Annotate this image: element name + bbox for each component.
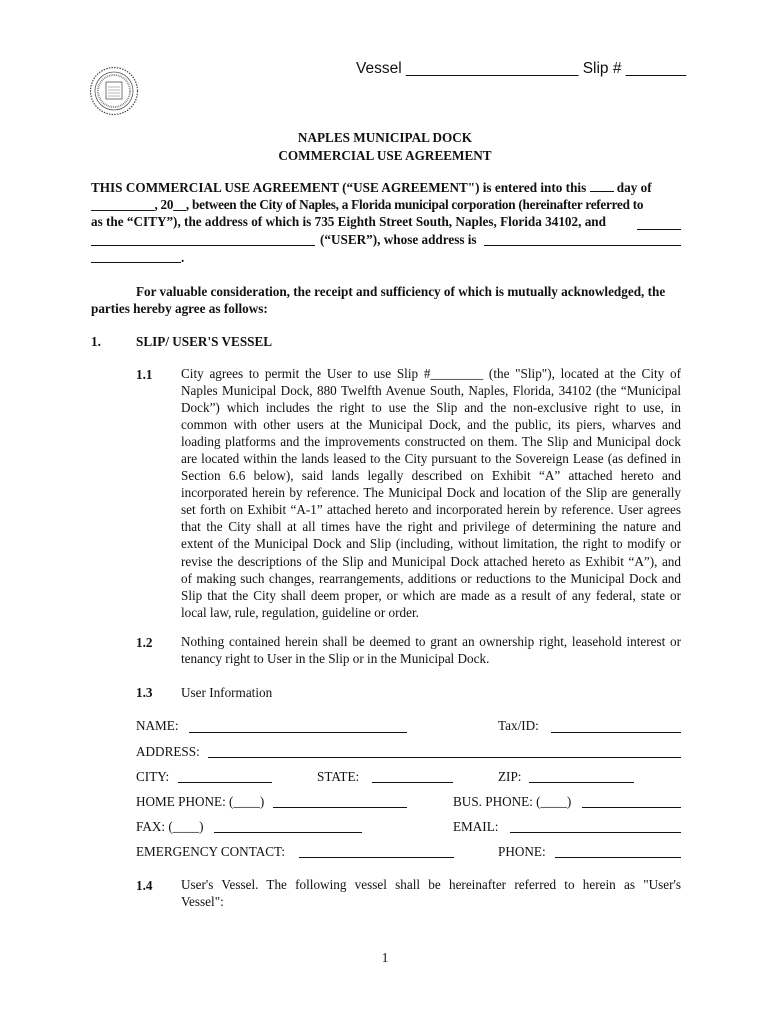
s1-1-line: extent of the Municipal Dock and Slip (including, without limitation, the right to modify or xyxy=(181,536,681,552)
section-1-3-number: 1.3 xyxy=(136,685,153,700)
section-1-1-number: 1.1 xyxy=(136,367,153,382)
s1-2-line: Nothing contained herein shall be deemed to grant an ownership right, leasehold interest or xyxy=(181,634,681,649)
name-label: NAME: xyxy=(136,718,179,733)
phone-field[interactable] xyxy=(555,857,681,858)
s1-1-line: Section 6.6 below), said lands legally described on Exhibit “A” attached hereto and xyxy=(181,468,681,484)
section-1-4-number: 1.4 xyxy=(136,878,153,893)
s1-1-line: incorporated herein by reference. The Municipal Dock and location of the Slip are generally xyxy=(181,485,681,501)
s1-4-line: Vessel": xyxy=(181,894,224,910)
email-label: EMAIL: xyxy=(453,819,499,834)
intro-line-3 xyxy=(91,214,606,230)
email-field[interactable] xyxy=(510,832,681,833)
intro-line-2: __________, 20__, between the City of Naples, a Florida municipal corporation (hereinafter referred to xyxy=(91,197,644,212)
title-line-1: NAPLES MUNICIPAL DOCK xyxy=(297,130,473,145)
section-1-2-number: 1.2 xyxy=(136,635,153,650)
tax-id-label: Tax/ID: xyxy=(498,718,539,733)
phone-label: PHONE: xyxy=(498,844,546,859)
s1-1-line: revise the descriptions of the Slip and Municipal Dock attached hereto as Exhibit “A”), and xyxy=(181,553,681,569)
state-label: STATE: xyxy=(317,769,360,784)
intro-day-of: day of xyxy=(616,180,652,195)
emergency-contact-field[interactable] xyxy=(299,857,454,858)
bus-phone-label: BUS. PHONE: (____) xyxy=(453,794,572,809)
s1-1-line: of making such changes, rearrangements, additions or reductions to the Municipal Dock and xyxy=(181,570,681,586)
s1-4-line: User's Vessel. The following vessel shall be hereinafter referred to herein as "User's xyxy=(181,877,681,892)
intro-line-5: . xyxy=(181,250,185,265)
s1-1-line: loading platforms and the improvements constructed on them. The Slip and Municipal dock xyxy=(181,434,681,450)
address-label: ADDRESS: xyxy=(136,744,200,759)
section-1-number: 1. xyxy=(91,334,101,349)
tax-id-field[interactable] xyxy=(551,732,681,733)
bus-phone-field[interactable] xyxy=(582,807,681,808)
page-number: 1 xyxy=(381,950,389,965)
home-phone-field[interactable] xyxy=(273,807,407,808)
intro-line-3-text: as the “CITY”), the address of which is 735 Eighth Street South, Naples, Florida 34102, and xyxy=(91,214,606,229)
s1-1-line: are located within the lands leased to the City pursuant to the Sovereign Lease (as defined in xyxy=(181,451,681,467)
zip-field[interactable] xyxy=(529,782,634,783)
consideration-line-2: parties hereby agree as follows: xyxy=(91,301,268,316)
s1-1-line: Slip that the City shall deem proper, or which are made as a result of any federal, state or xyxy=(181,587,681,603)
vessel-slip-header: Vessel ____________________ Slip # _______ xyxy=(356,60,687,77)
address-field[interactable] xyxy=(208,757,681,758)
section-1-3-title: User Information xyxy=(181,685,273,700)
emergency-contact-label: EMERGENCY CONTACT: xyxy=(136,844,286,859)
s1-1-line: Naples Municipal Dock, 880 Twelfth Avenue South, Naples, Florida, 34102 (the “Municipal xyxy=(181,383,681,399)
section-1-2-body xyxy=(181,633,681,667)
s1-1-line: Dock”) which includes the right to use the Slip and the non-exclusive right to use, in xyxy=(181,400,681,416)
s1-1-line: City agrees to permit the User to use Slip #________ (the "Slip"), located at the City of xyxy=(181,366,681,381)
intro-line-1-text: THIS COMMERCIAL USE AGREEMENT (“USE AGREEMENT") is entered into this xyxy=(91,180,587,195)
name-field[interactable] xyxy=(189,732,407,733)
city-seal-icon xyxy=(89,66,139,116)
consideration-line-1: For valuable consideration, the receipt and sufficiency of which is mutually acknowledged, the xyxy=(136,284,666,299)
user-address-blank-2 xyxy=(91,262,181,263)
intro-line-1 xyxy=(91,180,652,196)
s1-1-line: that the City shall at all times have the right and privilege of determining the nature and xyxy=(181,519,681,535)
user-name-blank-2 xyxy=(91,245,315,246)
s1-1-line: set forth on Exhibit “A-1” attached hereto and incorporated herein by reference. User agrees xyxy=(181,502,681,518)
user-name-blank-1 xyxy=(637,229,681,230)
fax-field[interactable] xyxy=(214,832,362,833)
zip-label: ZIP: xyxy=(498,769,522,784)
section-1-1-body xyxy=(181,365,681,621)
home-phone-label: HOME PHONE: (____) xyxy=(136,794,265,809)
state-field[interactable] xyxy=(372,782,453,783)
s1-1-line: local law, rule, regulation, guideline or order. xyxy=(181,604,419,620)
city-field[interactable] xyxy=(178,782,272,783)
fax-label: FAX: (____) xyxy=(136,819,204,834)
intro-line-4: (“USER”), whose address is xyxy=(320,232,477,247)
section-1-4-body xyxy=(181,876,681,910)
user-address-blank-1 xyxy=(484,245,681,246)
s1-2-line: tenancy right to User in the Slip or in the Municipal Dock. xyxy=(181,651,490,667)
s1-1-line: common with other users at the Municipal Dock, and the public, its piers, wharves and xyxy=(181,417,681,433)
day-blank xyxy=(590,180,614,192)
city-label: CITY: xyxy=(136,769,170,784)
title-line-2: COMMERCIAL USE AGREEMENT xyxy=(278,148,492,163)
section-1-title: SLIP/ USER'S VESSEL xyxy=(136,334,273,349)
